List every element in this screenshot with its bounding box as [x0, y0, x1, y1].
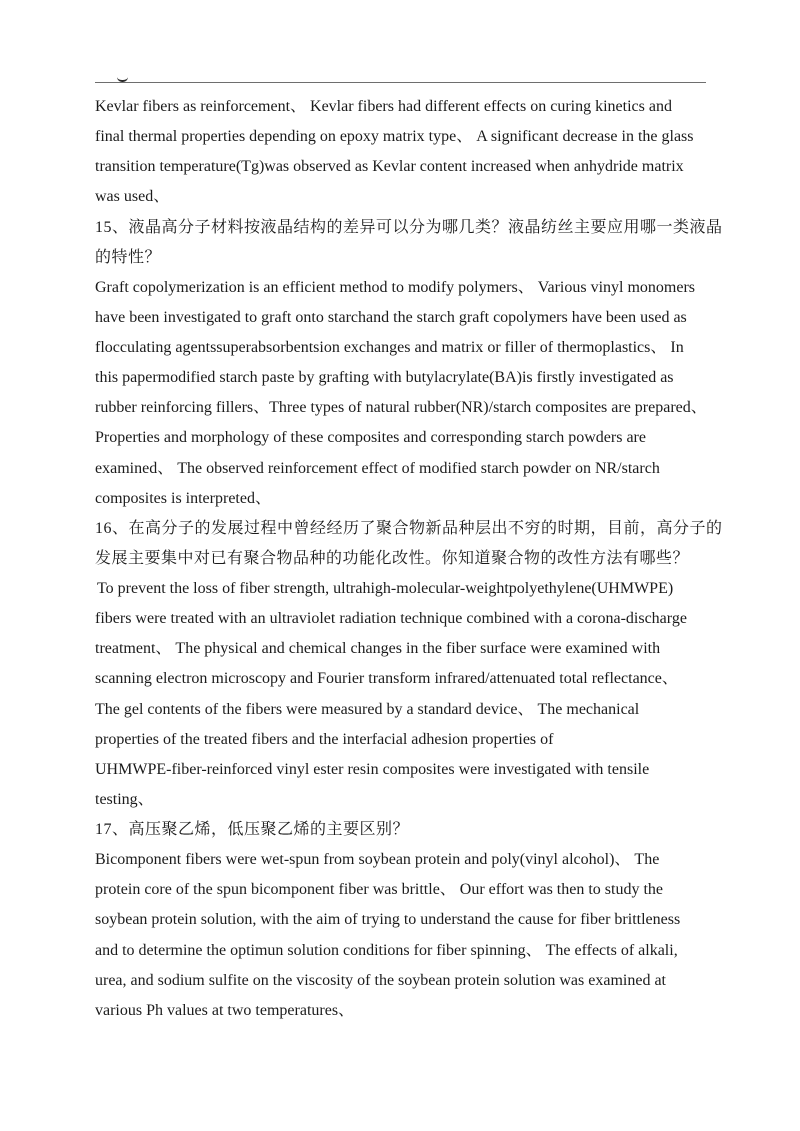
- passage-line: was used、: [95, 188, 170, 206]
- passage-line: examined、 The observed reinforcement effect of modified starch powder on NR/starch: [95, 459, 660, 477]
- passage-line: testing、: [95, 790, 154, 808]
- question-line: 的特性？: [95, 248, 162, 266]
- passage-line: protein core of the spun bicomponent fiber was brittle、 Our effort was then to study the: [95, 881, 664, 899]
- passage-4: [95, 845, 755, 1026]
- question-line: 发展主要集中对已有聚合物品种的功能化改性。你知道聚合物的改性方法有哪些？: [95, 549, 690, 567]
- passage-line: properties of the treated fibers and the interfacial adhesion properties of: [95, 730, 554, 748]
- passage-line: fibers were treated with an ultraviolet radiation technique combined with a corona-discharge: [95, 610, 687, 628]
- passage-line: various Ph values at two temperatures、: [95, 1001, 355, 1019]
- passage-line: have been investigated to graft onto starchand the starch graft copolymers have been used as: [95, 308, 687, 326]
- passage-line: Bicomponent fibers were wet-spun from soybean protein and poly(vinyl alcohol)、 The: [95, 851, 660, 869]
- passage-1: [95, 92, 755, 213]
- passage-line: composites is interpreted、: [95, 489, 271, 507]
- passage-line: Graft copolymerization is an efficient method to modify polymers、 Various vinyl monomers: [95, 278, 696, 296]
- passage-line: treatment、 The physical and chemical changes in the fiber surface were examined with: [95, 640, 661, 658]
- question-17: [95, 815, 755, 845]
- question-15: [95, 213, 755, 273]
- document-body: [95, 92, 755, 1026]
- passage-line: this papermodified starch paste by grafting with butylacrylate(BA)is firstly investigated as: [95, 369, 674, 387]
- passage-2: [95, 273, 755, 514]
- question-line: 16、在高分子的发展过程中曾经经历了聚合物新品种层出不穷的时期，目前，高分子的: [95, 519, 723, 537]
- question-line: 17、高压聚乙烯，低压聚乙烯的主要区别？: [95, 821, 410, 838]
- passage-line: UHMWPE-fiber-reinforced vinyl ester resin composites were investigated with tensile: [95, 760, 650, 778]
- passage-line: Kevlar fibers as reinforcement、 Kevlar fibers had different effects on curing kinetics and: [95, 98, 672, 115]
- passage-line: urea, and sodium sulfite on the viscosity of the soybean protein solution was examined at: [95, 971, 666, 989]
- passage-line: and to determine the optimun solution conditions for fiber spinning、 The effects of alkali,: [95, 941, 678, 959]
- passage-line: Properties and morphology of these composites and corresponding starch powders are: [95, 429, 646, 447]
- passage-line: soybean protein solution, with the aim of trying to understand the cause for fiber brittleness: [95, 911, 681, 929]
- question-16: [95, 514, 755, 574]
- passage-line: transition temperature(Tg)was observed as Kevlar content increased when anhydride matrix: [95, 158, 684, 176]
- passage-line: scanning electron microscopy and Fourier transform infrared/attenuated total reflectance、: [95, 670, 678, 688]
- header-rule: [95, 82, 706, 83]
- passage-3: [95, 574, 755, 815]
- passage-line: rubber reinforcing fillers、Three types of natural rubber(NR)/starch composites are prepared、: [95, 399, 707, 417]
- passage-line: To prevent the loss of fiber strength, ultrahigh-molecular-weightpolyethylene(UHMWPE): [97, 580, 674, 597]
- passage-line: final thermal properties depending on epoxy matrix type、 A significant decrease in the glass: [95, 128, 694, 146]
- passage-line: flocculating agentssuperabsorbentsion exchanges and matrix or filler of thermoplastics、 In: [95, 339, 684, 356]
- question-line: 15、液晶高分子材料按液晶结构的差异可以分为哪几类？液晶纺丝主要应用哪一类液晶: [95, 218, 723, 236]
- passage-line: The gel contents of the fibers were measured by a standard device、 The mechanical: [95, 700, 640, 718]
